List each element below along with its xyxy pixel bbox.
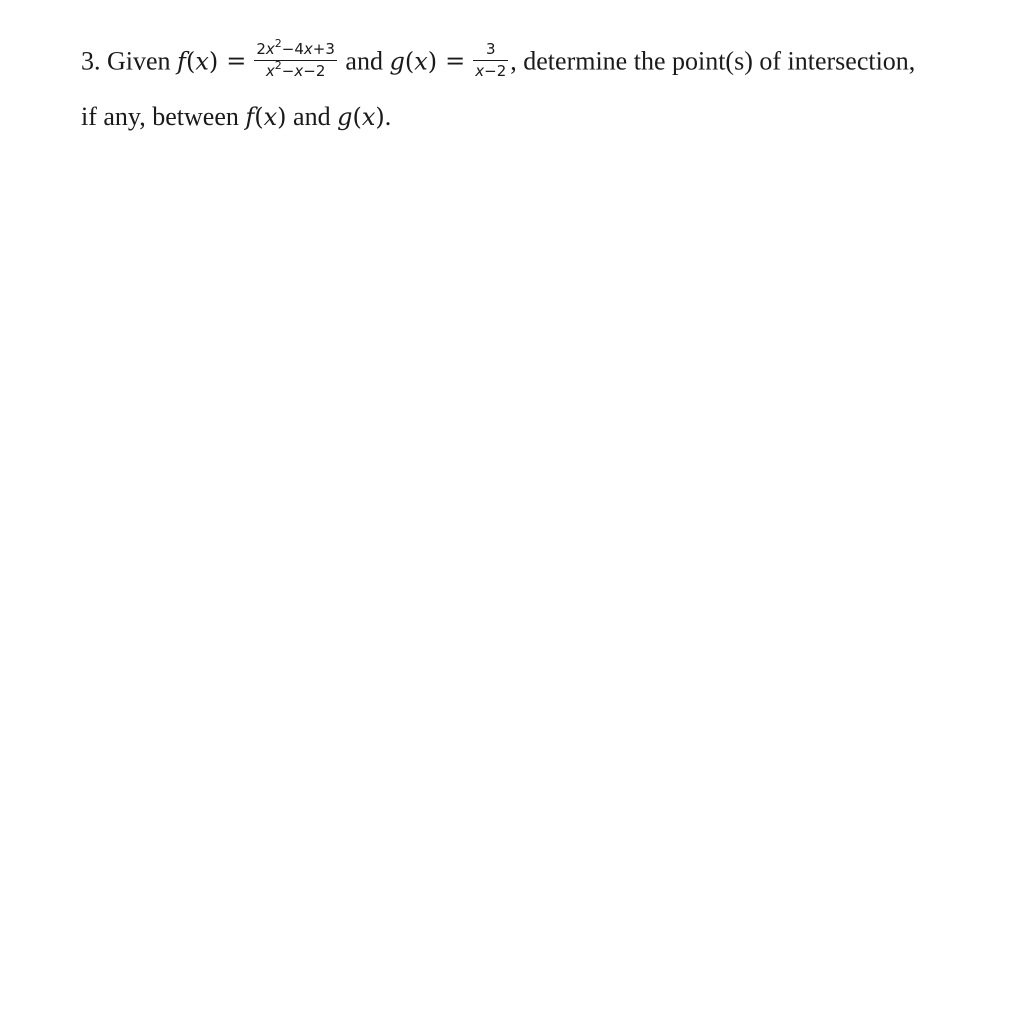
g-numerator: 3 <box>473 41 508 61</box>
g-of-x: g(x) <box>389 47 438 76</box>
line2-prefix: if any, between <box>81 102 239 131</box>
problem-line-1 <box>81 37 916 83</box>
g-denominator: x−2 <box>475 62 507 80</box>
f-fraction <box>254 37 337 80</box>
g-of-x-ref: g(x) <box>337 103 385 131</box>
problem-line-2 <box>81 104 391 130</box>
comma-after-g: , <box>510 46 517 76</box>
line2-period: . <box>384 102 392 131</box>
f-numerator: $2x^2-4x+3$ <box>254 41 337 61</box>
and-word: and <box>345 46 383 76</box>
f-of-x-ref: f(x) <box>245 103 287 131</box>
f-of-x: f(x) <box>177 47 219 76</box>
equals-sign-f: = <box>226 47 247 76</box>
f-denominator: $x^2-x-2$ <box>265 59 326 80</box>
equals-sign-g: = <box>445 47 466 76</box>
line1-tail: determine the point(s) of intersection, <box>523 46 916 76</box>
problem-number: 3. <box>81 46 101 76</box>
given-word: Given <box>107 46 171 76</box>
g-fraction <box>473 41 508 80</box>
line2-and: and <box>293 102 331 131</box>
